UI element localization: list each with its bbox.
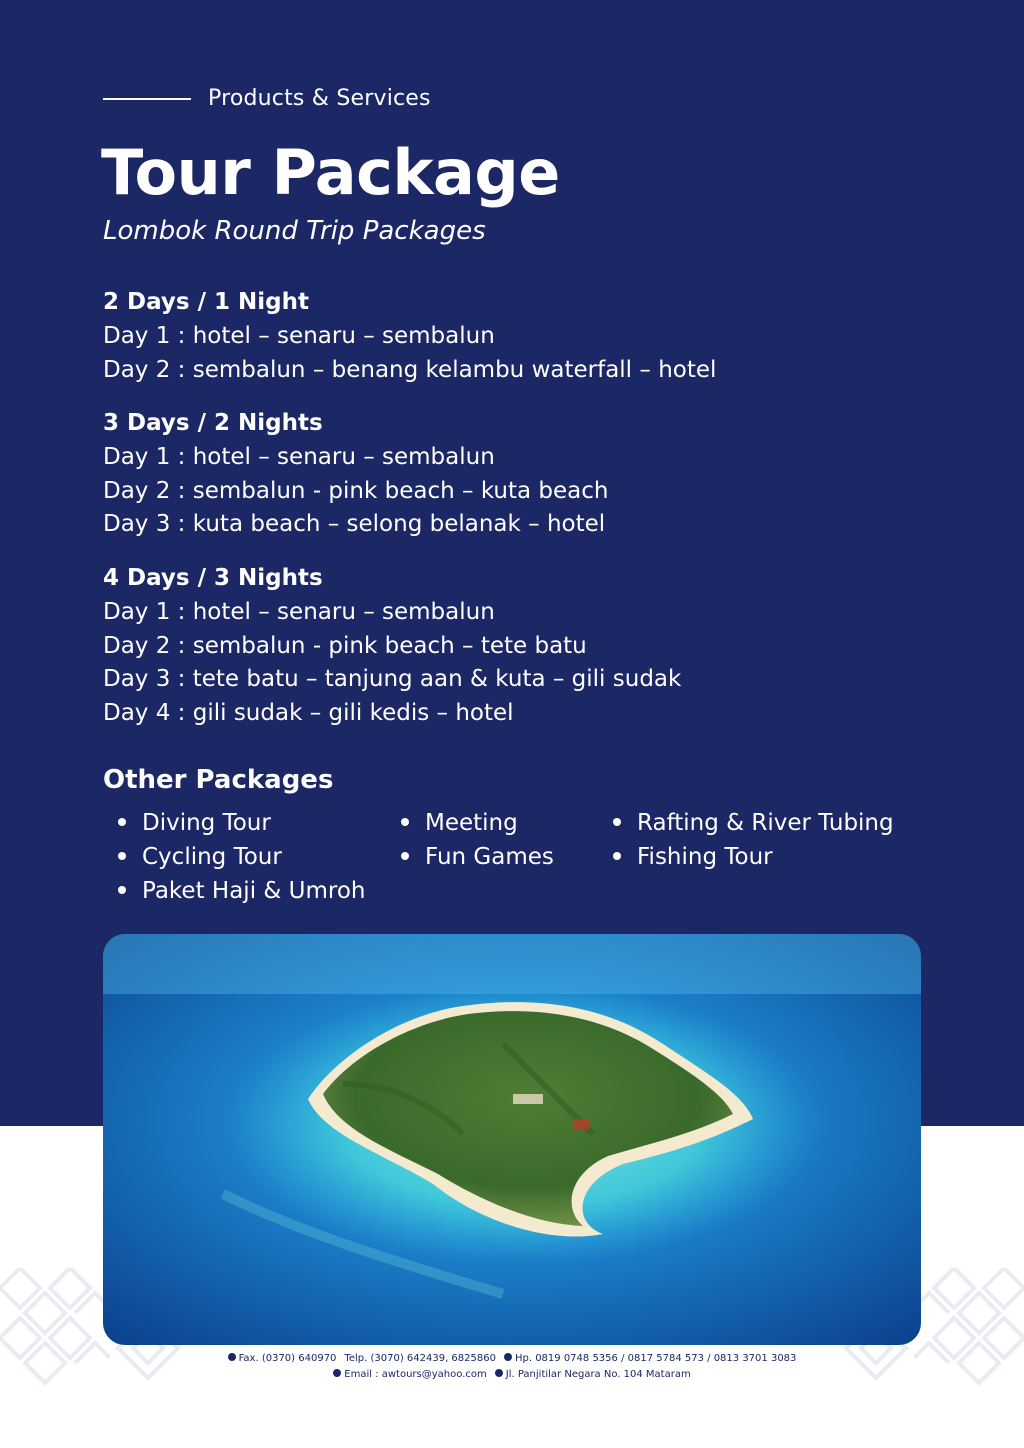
footer-address: Jl. Panjitilar Negara No. 104 Mataram [505,1369,691,1380]
footer-telp: Telp. (3070) 642439, 6825860 [344,1353,496,1364]
package-3-days [103,407,609,542]
footer-hp: Hp. 0819 0748 5356 / 0817 5784 573 / 0813 3701 3083 [514,1353,797,1364]
package-day: Day 2 : sembalun - pink beach – tete batu [103,632,587,659]
eyebrow-rule [103,98,191,100]
footer-contact-line-1 [0,1353,1024,1364]
other-package-item: Paket Haji & Umroh [118,878,365,904]
bullet-dot-icon [401,852,409,860]
other-package-item: Diving Tour [118,810,271,836]
bullet-dot-icon [613,852,621,860]
package-day: Day 1 : hotel – senaru – sembalun [103,444,495,470]
other-package-item: Rafting & River Tubing [613,810,894,836]
page-subtitle: Lombok Round Trip Packages [103,216,486,246]
eyebrow-text: Products & Services [208,86,431,111]
package-day: Day 3 : kuta beach – selong belanak – hotel [103,511,606,538]
other-packages-heading: Other Packages [103,765,334,795]
footer-contact-line-2 [0,1369,1024,1380]
island-aerial-photo [103,934,921,1345]
bullet-dot-icon [118,886,126,894]
section-eyebrow [103,86,431,111]
location-icon [228,1353,236,1361]
footer-fax: Fax. (0370) 640970 [238,1353,337,1364]
other-package-item: Fun Games [401,844,554,870]
package-2-days [103,286,716,387]
package-heading: 2 Days / 1 Night [103,289,309,315]
page-title: Tour Package [101,136,560,209]
footer-email[interactable]: Email : awtours@yahoo.com [344,1369,487,1380]
bullet-dot-icon [118,852,126,860]
pin-icon [495,1369,503,1377]
bullet-dot-icon [118,818,126,826]
package-day: Day 1 : hotel – senaru – sembalun [103,599,495,625]
package-4-days [103,562,681,730]
package-heading: 4 Days / 3 Nights [103,565,323,591]
whatsapp-icon [504,1353,512,1361]
package-day: Day 3 : tete batu – tanjung aan & kuta – gili sudak [103,666,682,693]
other-package-item: Fishing Tour [613,844,773,870]
package-day: Day 2 : sembalun - pink beach – kuta beach [103,477,609,504]
bullet-dot-icon [613,818,621,826]
other-package-item: Cycling Tour [118,844,282,870]
other-package-item: Meeting [401,810,518,836]
package-day: Day 4 : gili sudak – gili kedis – hotel [103,699,514,726]
bullet-dot-icon [401,818,409,826]
package-day: Day 1 : hotel – senaru – sembalun [103,323,495,349]
package-heading: 3 Days / 2 Nights [103,410,323,436]
package-day: Day 2 : sembalun – benang kelambu waterfall – hotel [103,356,717,383]
email-icon [333,1369,341,1377]
